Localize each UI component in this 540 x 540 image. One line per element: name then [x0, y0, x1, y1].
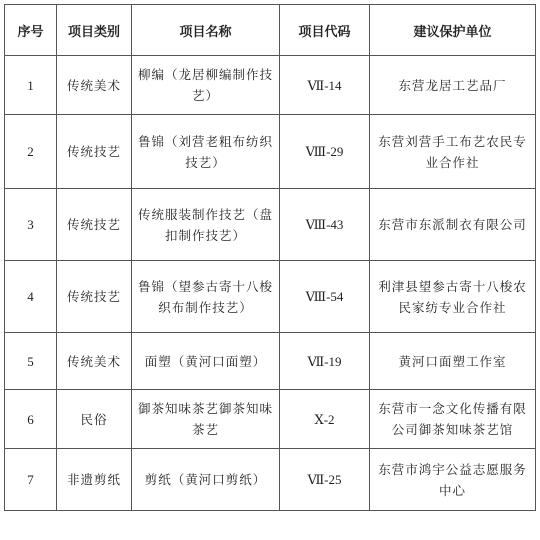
cell-category: 传统技艺	[57, 189, 132, 261]
cell-index: 2	[5, 115, 57, 189]
cell-category: 传统美术	[57, 56, 132, 115]
cell-category: 民俗	[57, 390, 132, 449]
table-row	[5, 261, 536, 333]
header-project-code: 项目代码	[280, 5, 370, 56]
table-row	[5, 189, 536, 261]
cell-category: 传统技艺	[57, 261, 132, 333]
cell-project-name: 御茶知味茶艺御茶知味茶艺	[132, 390, 280, 449]
cell-category: 传统美术	[57, 333, 132, 390]
cell-index: 4	[5, 261, 57, 333]
table-header-row	[5, 5, 536, 56]
cell-project-code: Ⅹ-2	[280, 390, 370, 449]
header-index: 序号	[5, 5, 57, 56]
cell-project-name: 鲁锦（刘营老粗布纺织技艺）	[132, 115, 280, 189]
header-category: 项目类别	[57, 5, 132, 56]
cell-project-name: 剪纸（黄河口剪纸）	[132, 449, 280, 511]
table-row	[5, 56, 536, 115]
cell-protection-unit: 东营龙居工艺品厂	[370, 56, 536, 115]
cell-category: 非遗剪纸	[57, 449, 132, 511]
cell-index: 1	[5, 56, 57, 115]
cell-protection-unit: 利津县望参古寄十八梭农民家纺专业合作社	[370, 261, 536, 333]
cell-category: 传统技艺	[57, 115, 132, 189]
cell-project-code: Ⅶ-19	[280, 333, 370, 390]
heritage-project-table-container	[4, 4, 535, 511]
cell-project-code: Ⅷ-29	[280, 115, 370, 189]
table-row	[5, 390, 536, 449]
cell-index: 3	[5, 189, 57, 261]
cell-index: 5	[5, 333, 57, 390]
cell-protection-unit: 东营市一念文化传播有限公司御茶知味茶艺馆	[370, 390, 536, 449]
cell-project-code: Ⅶ-25	[280, 449, 370, 511]
cell-protection-unit: 东营市东派制衣有限公司	[370, 189, 536, 261]
cell-project-code: Ⅶ-14	[280, 56, 370, 115]
cell-project-name: 传统服装制作技艺（盘扣制作技艺）	[132, 189, 280, 261]
table-row	[5, 115, 536, 189]
cell-project-code: Ⅷ-54	[280, 261, 370, 333]
header-project-name: 项目名称	[132, 5, 280, 56]
cell-project-name: 鲁锦（望参古寄十八梭织布制作技艺）	[132, 261, 280, 333]
cell-index: 7	[5, 449, 57, 511]
cell-protection-unit: 东营刘营手工布艺农民专业合作社	[370, 115, 536, 189]
heritage-project-table	[4, 4, 536, 511]
table-row	[5, 333, 536, 390]
cell-protection-unit: 东营市鸿宇公益志愿服务中心	[370, 449, 536, 511]
cell-project-name: 面塑（黄河口面塑）	[132, 333, 280, 390]
cell-project-code: Ⅷ-43	[280, 189, 370, 261]
cell-index: 6	[5, 390, 57, 449]
cell-project-name: 柳编（龙居柳编制作技艺）	[132, 56, 280, 115]
table-row	[5, 449, 536, 511]
cell-protection-unit: 黄河口面塑工作室	[370, 333, 536, 390]
header-protection-unit: 建议保护单位	[370, 5, 536, 56]
